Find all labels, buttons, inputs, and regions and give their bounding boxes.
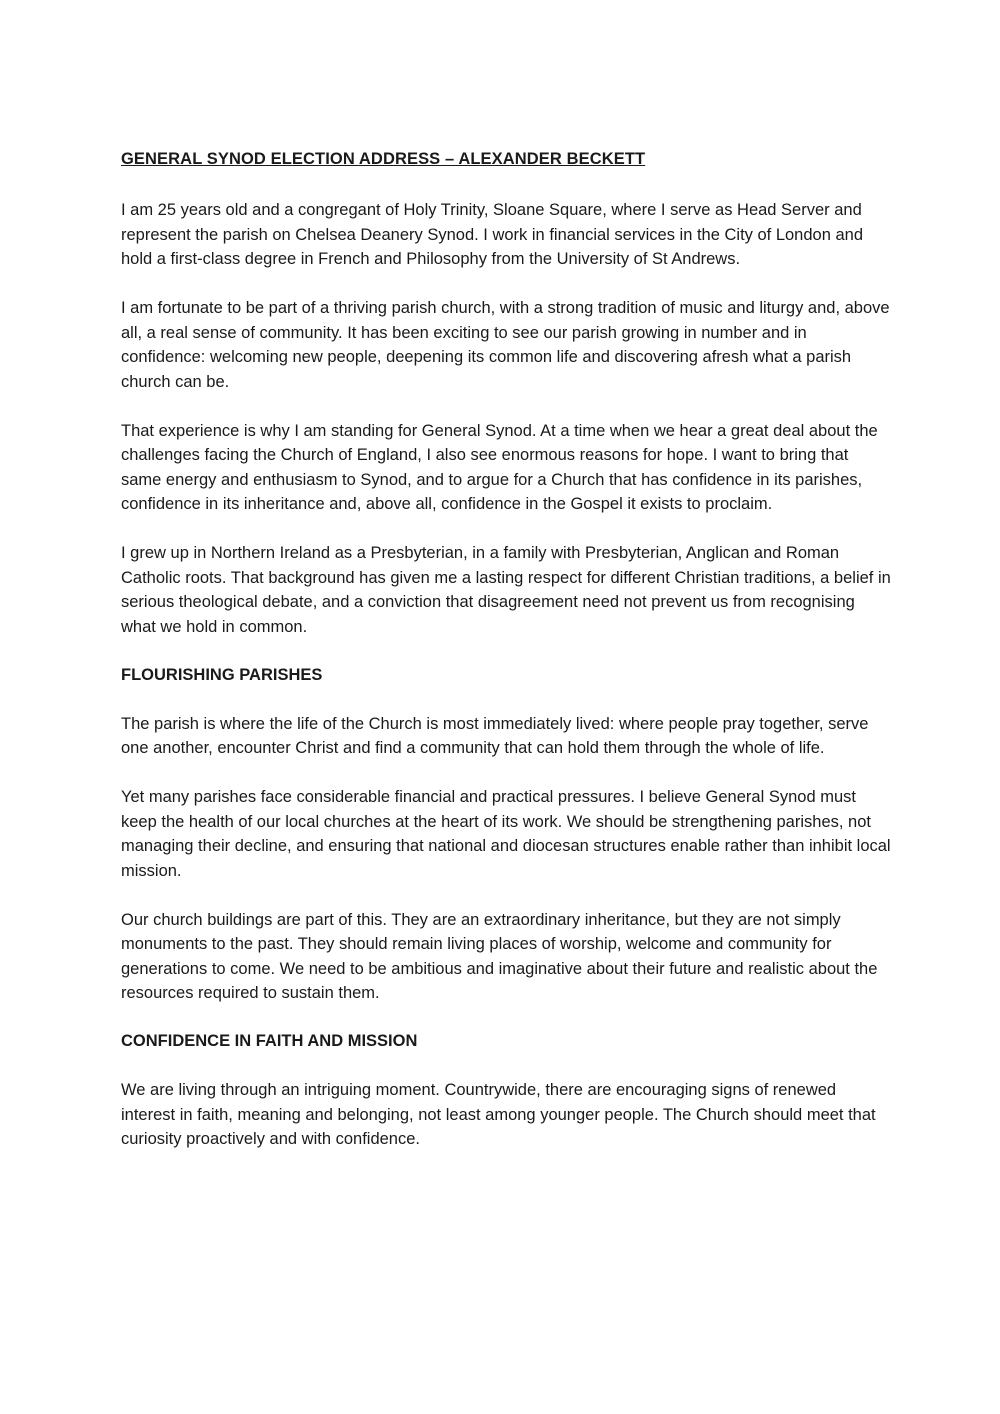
intro-paragraph: I grew up in Northern Ireland as a Presbyterian, in a family with Presbyterian, Anglican and Roman Catholic roots. That background has given me a lasting respect for different Christian traditions, a belief in serious theological debate, and a conviction that disagreement need not prevent us from recognising what we hold in common. (121, 544, 891, 636)
section-paragraph: The parish is where the life of the Church is most immediately lived: where people pray together, serve one another, encounter Christ and find a community that can hold them through the whole of life. (121, 714, 869, 757)
intro-paragraph: I am fortunate to be part of a thriving parish church, with a strong tradition of music and liturgy and, above all, a real sense of community. It has been exciting to see our parish growing in number and in confidence: welcoming new people, deepening its common life and discovering afresh what a parish church can be. (121, 299, 890, 391)
section-paragraph: Our church buildings are part of this. They are an extraordinary inheritance, but they are not simply monuments to the past. They should remain living places of worship, welcome and community for generations to come. We need to be ambitious and imaginative about their future and realistic about the resources required to sustain them. (121, 910, 878, 1002)
document-page (121, 148, 891, 1176)
section-heading-flourishing-parishes: FLOURISHING PARISHES (121, 665, 323, 684)
intro-paragraph: That experience is why I am standing for General Synod. At a time when we hear a great deal about the challenges facing the Church of England, I also see enormous reasons for hope. I want to bring that same energy and enthusiasm to Synod, and to argue for a Church that has confidence in its parishes, confidence in its inheritance and, above all, confidence in the Gospel it exists to proclaim. (121, 421, 878, 513)
section-paragraph: Yet many parishes face considerable financial and practical pressures. I believe General Synod must keep the health of our local churches at the heart of its work. We should be strengthening parishes, not managing their decline, and ensuring that national and diocesan structures enable rather than inhibit local mission. (121, 788, 891, 880)
section-heading-confidence-in-faith: CONFIDENCE IN FAITH AND MISSION (121, 1032, 418, 1050)
document-title: GENERAL SYNOD ELECTION ADDRESS – ALEXANDER BECKETT (121, 150, 646, 168)
intro-paragraph: I am 25 years old and a congregant of Holy Trinity, Sloane Square, where I serve as Head Server and represent the parish on Chelsea Deanery Synod. I work in financial services in the City of London and hold a first-class degree in French and Philosophy from the University of St Andrews. (121, 201, 864, 268)
section-paragraph: We are living through an intriguing moment. Countrywide, there are encouraging signs of renewed interest in faith, meaning and belonging, not least among younger people. The Church should meet that curiosity proactively and with confidence. (121, 1081, 876, 1148)
